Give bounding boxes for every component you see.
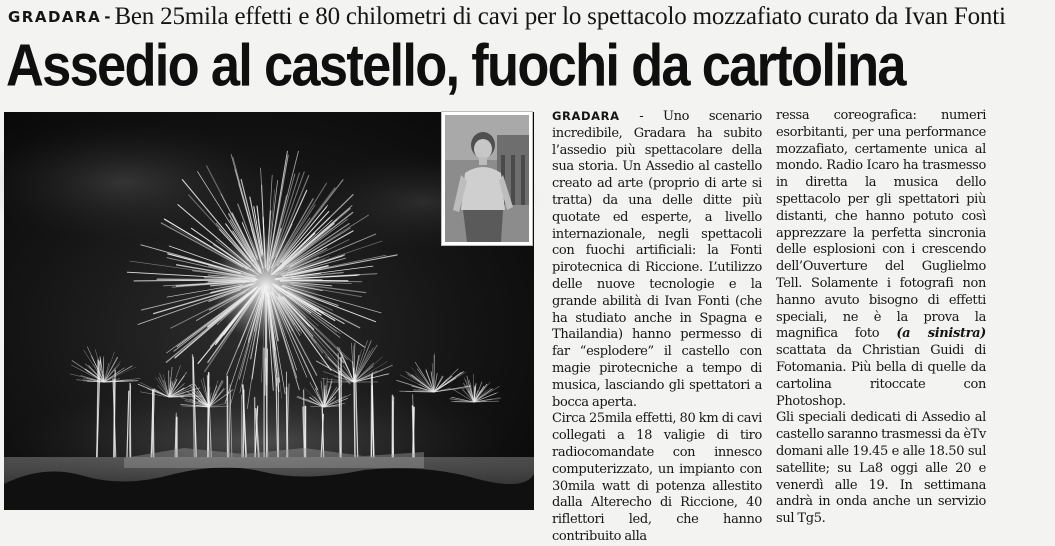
dateline-dash: -	[620, 109, 663, 124]
paragraph-3	[776, 108, 986, 410]
headline: Assedio al castello, fuochi da cartolina	[6, 27, 1055, 105]
photo-reference: (a sinistra)	[896, 326, 986, 341]
paragraph-1-text: Uno scenario incredibile, Gradara ha subito l’assedio più spettacolare della sua storia. Un Assedio al castello creato ad arte (proprio di arte si tratta) da una delle ditte più quotate ed esperte, a livello internazionale, negli spettacoli con fuochi artificiali: la Fonti pirotecnica di Riccione. L’utilizzo delle nuove tecnologie e la grande abilità di Ivan Fonti (che ha studiato anche in Spagna e Thailandia) hanno permesso di far “esplodere” il castello con magie pirotecniche a tempo di musica, lasciando gli spettatori a bocca aperta.	[552, 109, 762, 410]
paragraph-3-text-b: scattata da Christian Guidi di Fotomania. Più bella di quelle da cartolina ritoccate con Photoshop.	[776, 343, 986, 408]
article-column-2	[776, 108, 986, 512]
paragraph-4: Gli speciali dedicati di Assedio al castello saranno trasmessi da èTv domani alle 19.45 e alle 18.50 sul satellite; su La8 oggi alle 20 e venerdì alle 19. In settimana andrà in onda anche un servizio sul Tg5.	[776, 410, 986, 528]
portrait-photo	[441, 111, 533, 246]
kicker-dash: -	[104, 8, 110, 26]
paragraph-2: Circa 25mila effetti, 80 km di cavi collegati a 18 valigie di tiro radiocomandate con innesco computerizzato, un impianto con 30mila watt di potenza allestito dalla Alterecho di Riccione, 40 riflettori led, che hanno contribuito alla	[552, 411, 762, 545]
paragraph-3-text-a: ressa coreografica: numeri esorbitanti, per una performance mozzafiato, certamente unica al mondo. Radio Icaro ha trasmesso in diretta la musica dello spettacolo per gli spettatori più distanti, che hanno potuto così apprezzare la perfetta sincronia delle esplosioni con i crescendo dell’Ouverture del Guglielmo Tell. Solamente i fotografi non hanno avuto bisogno di effetti speciali, ne è la prova la magnifica foto	[776, 108, 986, 341]
portrait-icon	[445, 115, 529, 242]
dateline: GRADARA	[552, 109, 620, 123]
paragraph-1	[552, 108, 762, 411]
article-column-1	[552, 108, 762, 512]
kicker-place: GRADARA	[8, 8, 101, 26]
kicker-text: Ben 25mila effetti e 80 chilometri di cavi per lo spettacolo mozzafiato curato da Ivan Fonti	[114, 3, 1005, 30]
